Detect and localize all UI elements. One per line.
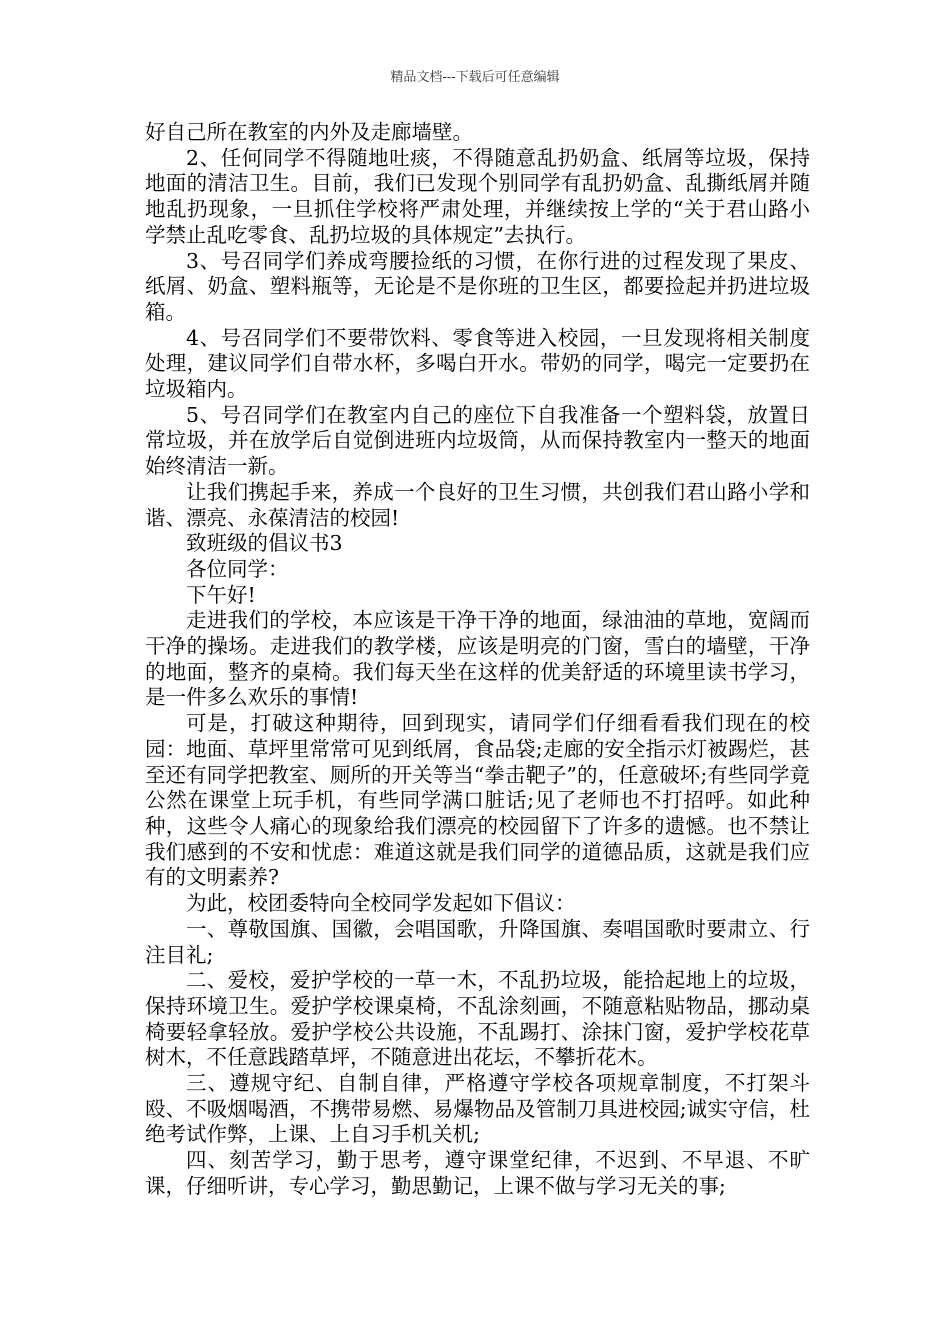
paragraph: 5、号召同学们在教室内自己的座位下自我准备一个塑料袋，放置日常垃圾，并在放学后自觉倒进班内垃圾筒，从而保持教室内一整天的地面始终清洁一新。 [145, 402, 810, 479]
paragraph: 可是，打破这种期待，回到现实，请同学们仔细看看我们现在的校园：地面、草坪里常常可见到纸屑，食品袋;走廊的安全指示灯被踢烂，甚至还有同学把教室、厕所的开关等当“拳击靶子”的，任意破坏;有些同学竟公然在课堂上玩手机，有些同学满口脏话;见了老师也不打招呼。如此种种，这些令人痛心的现象给我们漂亮的校园留下了许多的遗憾。也不禁让我们感到的不安和忧虑：难道这就是我们同学的道德品质，这就是我们应有的文明素养? [145, 711, 810, 890]
page-header: 精品文档---下载后可任意编辑 [390, 70, 560, 85]
section-title: 致班级的倡议书3 [186, 531, 343, 556]
paragraph: 好自己所在教室的内外及走廊墙壁。 [145, 120, 473, 144]
paragraph: 二、爱校，爱护学校的一草一木，不乱扔垃圾，能拾起地上的垃圾，保持环境卫生。爱护学校课桌椅，不乱涂刻画，不随意粘贴物品，挪动桌椅要轻拿轻放。爱护学校公共设施，不乱踢打、涂抹门窗，爱护学校花草树木，不任意践踏草坪，不随意进出花坛，不攀折花木。 [145, 968, 810, 1070]
paragraph: 让我们携起手来，养成一个良好的卫生习惯，共创我们君山路小学和谐、漂亮、永葆清洁的校园! [145, 479, 810, 530]
greeting: 下午好! [186, 582, 256, 607]
salutation: 各位同学： [186, 556, 289, 581]
paragraph: 2、任何同学不得随地吐痰，不得随意乱扔奶盒、纸屑等垃圾，保持地面的清洁卫生。目前，我们已发现个别同学有乱扔奶盒、乱撕纸屑并随地乱扔现象，一旦抓住学校将严肃处理，并继续按上学的“关于君山路小学禁止乱吃零食、乱扔垃圾的具体规定”去执行。 [145, 145, 810, 247]
paragraph: 一、尊敬国旗、国徽，会唱国歌，升降国旗、奏唱国歌时要肃立、行注目礼; [145, 916, 810, 967]
paragraph: 三、遵规守纪、自制自律，严格遵守学校各项规章制度，不打架斗殴、不吸烟喝酒，不携带易燃、易爆物品及管制刀具进校园;诚实守信，杜绝考试作弊，上课、上自习手机关机; [145, 1071, 810, 1147]
paragraph: 为此，校团委特向全校同学发起如下倡议： [186, 891, 576, 916]
paragraph: 四、刻苦学习，勤于思考，遵守课堂纪律，不迟到、不早退、不旷课，仔细听讲，专心学习，勤思勤记，上课不做与学习无关的事; [145, 1148, 810, 1198]
paragraph: 4、号召同学们不要带饮料、零食等进入校园，一旦发现将相关制度处理，建议同学们自带水杯，多喝白开水。带奶的同学，喝完一定要扔在垃圾箱内。 [145, 325, 810, 402]
paragraph: 走进我们的学校，本应该是干净干净的地面，绿油油的草地，宽阔而干净的操场。走进我们的教学楼，应该是明亮的门窗，雪白的墙壁，干净的地面，整齐的桌椅。我们每天坐在这样的优美舒适的环境里读书学习，是一件多么欢乐的事情! [145, 608, 810, 710]
document-body [145, 120, 810, 1200]
paragraph: 3、号召同学们养成弯腰捡纸的习惯，在你行进的过程发现了果皮、纸屑、奶盒、塑料瓶等，无论是不是你班的卫生区，都要捡起并扔进垃圾箱。 [145, 248, 810, 324]
